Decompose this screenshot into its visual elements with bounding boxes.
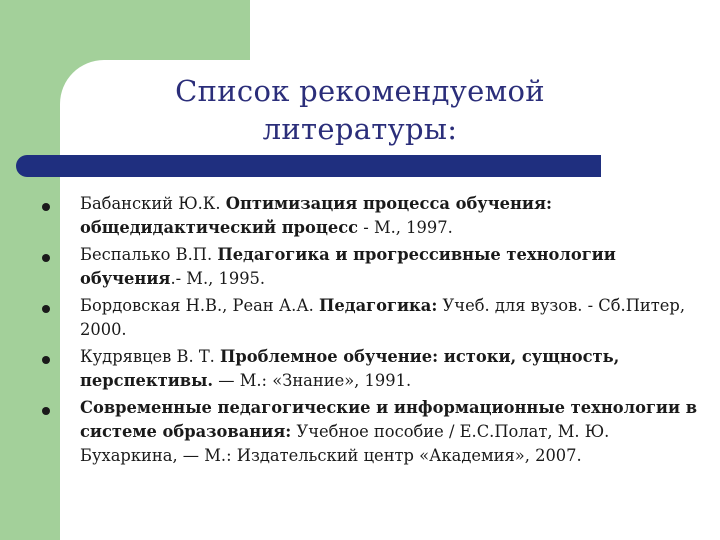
slide-title <box>140 72 580 148</box>
title-line-2: литературы: <box>262 112 458 146</box>
bullet-icon <box>42 407 50 415</box>
item-details: .- М., 1995. <box>170 269 266 288</box>
bullet-icon <box>42 356 50 364</box>
item-details: - М., 1997. <box>358 218 453 237</box>
reference-list <box>40 192 700 471</box>
list-item <box>40 396 700 468</box>
bullet-icon <box>42 305 50 313</box>
item-author: Беспалько В.П. <box>80 245 218 264</box>
item-details: — М.: «Знание», 1991. <box>213 371 412 390</box>
list-item <box>40 294 700 342</box>
item-title: Современные педагогические и информационные технологии в системе образования: <box>80 398 698 441</box>
title-divider-bar <box>16 155 601 177</box>
item-author: Кудрявцев В. Т. <box>80 347 221 366</box>
bullet-icon <box>42 203 50 211</box>
item-author: Бабанский Ю.К. <box>80 194 226 213</box>
item-title: Проблемное обучение: истоки, сущность, перспективы. <box>80 347 620 390</box>
item-title: Педагогика и прогрессивные технологии обучения <box>80 245 616 288</box>
list-item <box>40 345 700 393</box>
item-details: Учеб. для вузов. - Сб.Питер, 2000. <box>80 296 686 339</box>
title-line-1: Список рекомендуемой <box>175 74 545 108</box>
list-item <box>40 192 700 240</box>
item-details: Учебное пособие / Е.С.Полат, М. Ю. Бухаркина, — М.: Издательский центр «Академия», 2007. <box>80 422 610 465</box>
bullet-icon <box>42 254 50 262</box>
item-title: Педагогика: <box>319 296 438 315</box>
list-item <box>40 243 700 291</box>
item-title: Оптимизация процесса обучения: общедидактический процесс <box>80 194 553 237</box>
item-author: Бордовская Н.В., Реан А.А. <box>80 296 320 315</box>
